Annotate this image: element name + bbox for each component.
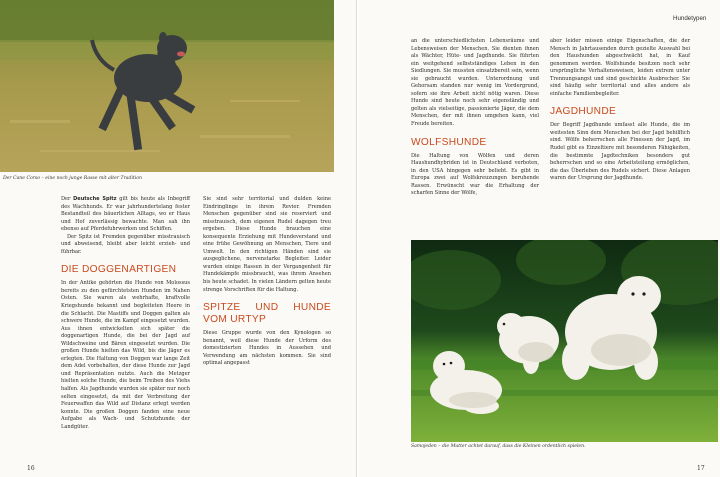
heading-wolfshunde: WOLFSHUNDE: [411, 136, 487, 148]
left-page: [0, 0, 357, 477]
wolfshunde-paragraph: Die Haltung von Wölfen und deren Haushundhybriden ist in Deutschland verboten, in den USA hingegen sehr beliebt. Es gibt in Europa zwei auf Wolfskreuzungen beruhende Rassen. Erwünscht war die Erhaltung der scharfen Sinne der Wölfe,: [411, 152, 539, 197]
urtyp-paragraph: Diese Gruppe wurde von den Kynologen so benannt, weil diese Hunde der Urform des domestizierten Hundes in Aussehen und Verwendung am nächsten kommen. Sie sind optimal angepasst: [203, 330, 331, 367]
doggen-paragraph: In der Antike gehörten die Hunde von Molossus bereits zu den gefürchtetsten Hunden im Nahen Osten. Sie waren als wehrhafte, kraftvolle Kriegshunde bekannt und begleiteten Heere in die Schlacht. Die Mastiffs und Doggen galten als schwere Hunde, die im Kampf eingesetzt wurden. Aus ihnen entwickelten sich später die doggenartigen Hunde, die bei der Jagd auf Wildschweine und Bären eingesetzt wurden. Die großen Hunde hielten das Wild, bis die Jäger es erlegten. Die Haltung von Doggen war lange Zeit dem Adel vorbehalten, der diese Hunde zur Jagd und Repräsentation nutzte. Auch die Metzger hielten solche Hunde, die beim Treiben des Viehs halfen. Als Jagdhunde wurden sie später nur noch selten eingesetzt, da mit der Verbreitung der Feuerwaffen das Wild auf Distanz erlegt werden konnte. Die großen Doggen fanden eine neue Aufgabe als Wach- und Schutzhunde der Landgüter.: [61, 280, 190, 430]
spitz-paragraph: Der Deutsche Spitz gilt bis heute als Inbegriff des Wachhunds. Er war jahrhundertelang fester Bestandteil des bäuerlichen Alltags, wo er Haus und Hof zuverlässig bewachte. Man sah ihn ebenso auf Pferdefuhrwerken und Schiffen.: [61, 196, 190, 233]
cane-corso-photo: [0, 0, 334, 172]
right-page: [359, 0, 720, 477]
left-column-1: [61, 196, 190, 450]
heading-doggenartigen: DIE DOGGENARTIGEN: [61, 264, 177, 276]
urtyp-continued-paragraph: an die unterschiedlichsten Lebensräume und Lebensweisen der Menschen. Sie dienten ihnen als Wächter, Hüte- und Jagdhunde. Sie führten ein weitgehend selbstständiges Leben in den Siedlungen. Sie mussten einsatzbereit sein, wenn sie gebraucht wurden. Unterordnung und Gehorsam standen nur wenig im Vordergrund, sofern sie ihre Arbeit nicht nötig waren. Diese Hunde sind heute noch sehr eigenständig und gelten als vielseitige, passionierte Jäger, die dem Menschen, der mit ihnen umgehen kann, viel Freude bereiten.: [411, 38, 539, 128]
left-column-2: [203, 196, 331, 456]
running-head: Hundetypen: [673, 15, 707, 22]
doggen-continued-paragraph: Sie sind sehr territorial und dulden keine Eindringlinge in ihrem Revier. Fremden Menschen gegenüber sind sie reserviert und misstrauisch, dem eigenen Rudel dagegen treu ergeben. Diese Hunde brauchen eine konsequente Erziehung mit Hundeverstand und eine frühe Gewöhnung an Menschen, Tiere und Umwelt. In den richtigen Händen sind sie ausgeglichene, nervenstarke Begleiter. Leider wurden einige Rassen in der Vergangenheit für Hundekämpfe missbraucht, was ihrem Ansehen bis heute schadet. In vielen Ländern gelten heute strenge Vorschriften für die Haltung.: [203, 196, 331, 293]
samoyed-caption: Samojeden – die Mutter achtet darauf, dass die Kleinen ordentlich spielen.: [411, 444, 586, 449]
cane-corso-illustration: [0, 0, 334, 172]
right-column-1: [411, 38, 539, 228]
right-column-2: [550, 38, 690, 228]
heading-jagdhunde: JAGDHUNDE: [550, 106, 617, 118]
spitz-paragraph-2: Der Spitz ist Fremden gegenüber misstrauisch und abweisend, bleibt aber leicht erzieh- und führbar.: [61, 233, 190, 255]
wolfshunde-continued-paragraph: aber leider missen einige Eigenschaften, die der Mensch in Jahrtausenden durch gezielte Auswahl bei den Haushunden abgeschwächt hat, in Kauf genommen werden. Wolfshunde besitzen noch sehr ursprüngliche Verhaltensweisen, leiden extrem unter Trennungsangst und sind geschickte Ausbrecher. Sie sind häufig sehr territorial und alles andere als einfache Familienbegleiter.: [550, 38, 690, 97]
page-number-left: 16: [27, 465, 35, 472]
heading-spitze-urtyp: SPITZE UND HUNDE VOM URTYP: [203, 302, 331, 326]
samoyed-illustration: [411, 240, 718, 442]
cane-corso-caption: Der Cane Corso – eine noch junge Rasse mit alter Tradition: [3, 176, 142, 181]
jagdhunde-paragraph: Der Begriff Jagdhunde umfasst alle Hunde, die im weitesten Sinn dem Menschen bei der Jagd behilflich sind. Wölfe beherrschen alle Finessen der Jagd, im Rudel gibt es Einzeltiere mit besonderen Fähigkeiten, die bestimmte Jagdtechniken besonders gut beherrschen und so eine Arbeitsteilung ermöglichen, die das Überleben des Rudels sichert. Diese Anlagen waren der Ursprung der Jagdhunde.: [550, 122, 690, 182]
deutscher-spitz-term: Deutsche Spitz: [73, 196, 117, 202]
samoyed-photo: [411, 240, 718, 442]
page-number-right: 17: [697, 465, 705, 472]
